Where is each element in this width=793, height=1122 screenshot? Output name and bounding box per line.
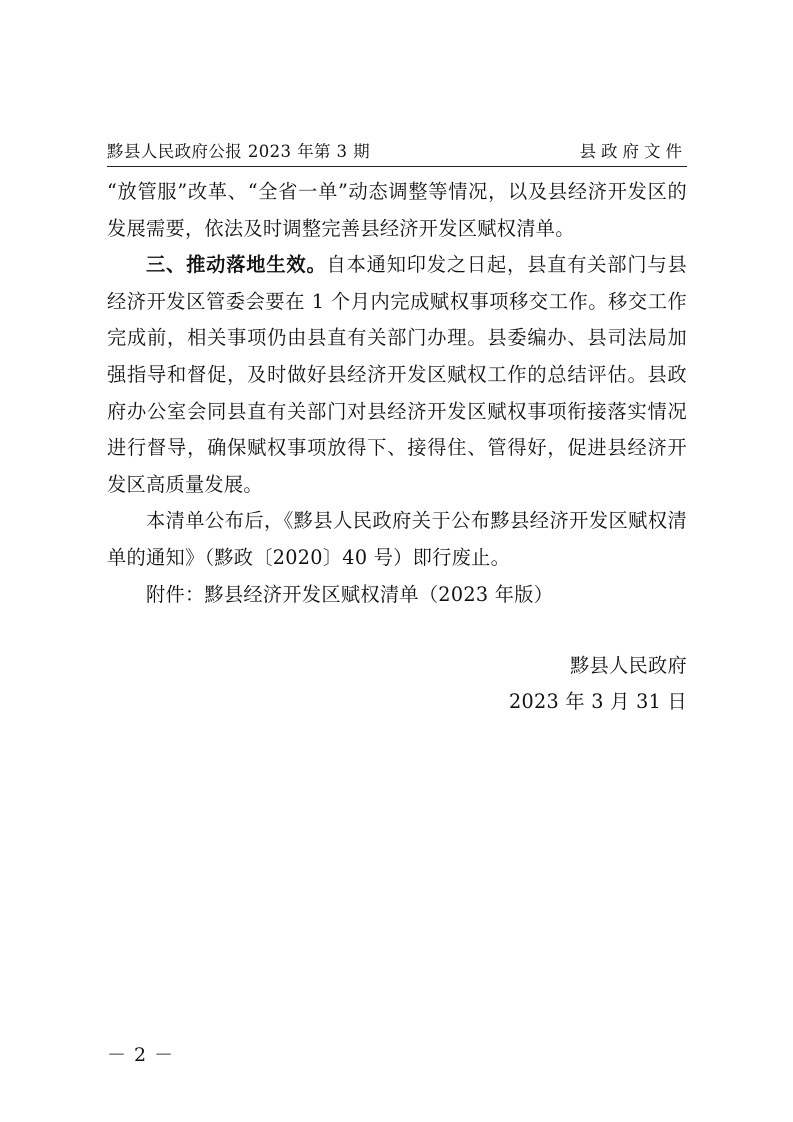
section-3-text: 自本通知印发之日起，县直有关部门与县经济开发区管委会要在 1 个月内完成赋权事项移交工作。移交工作完成前，相关事项仍由县直有关部门办理。县委编办、县司法局加强指导和督促，及时做好县经济开发区赋权工作的总结评估。县政府办公室会同县直有关部门对县经济开发区赋权事项衔接落实情况进行督导，确保赋权事项放得下、接得住、管得好，促进县经济开发区高质量发展。	[107, 253, 688, 496]
continued-paragraph: “放管服”改革、“全省一单”动态调整等情况，以及县经济开发区的发展需要，依法及时调整完善县经济开发区赋权清单。	[107, 180, 687, 240]
section-3-paragraph	[107, 247, 687, 503]
page-header	[107, 138, 687, 168]
publication-title: 黟县人民政府公报 2023 年第 3 期	[107, 142, 370, 161]
attachment-paragraph: 附件：黟县经济开发区赋权清单（2023 年版）	[146, 582, 554, 606]
document-category: 县政府文件	[579, 142, 687, 161]
repeal-paragraph: 本清单公布后，《黟县人民政府关于公布黟县经济开发区赋权清单的通知》（黟政〔2020〕40 号）即行废止。	[107, 509, 687, 569]
issue-date: 2023 年 3 月 31 日	[508, 690, 687, 713]
section-3-heading: 三、推动落地生效。	[146, 253, 327, 277]
issuing-authority: 黟县人民政府	[570, 654, 687, 677]
document-body	[107, 174, 687, 613]
header-divider	[107, 166, 687, 167]
page-number: － 2 －	[107, 1044, 175, 1066]
